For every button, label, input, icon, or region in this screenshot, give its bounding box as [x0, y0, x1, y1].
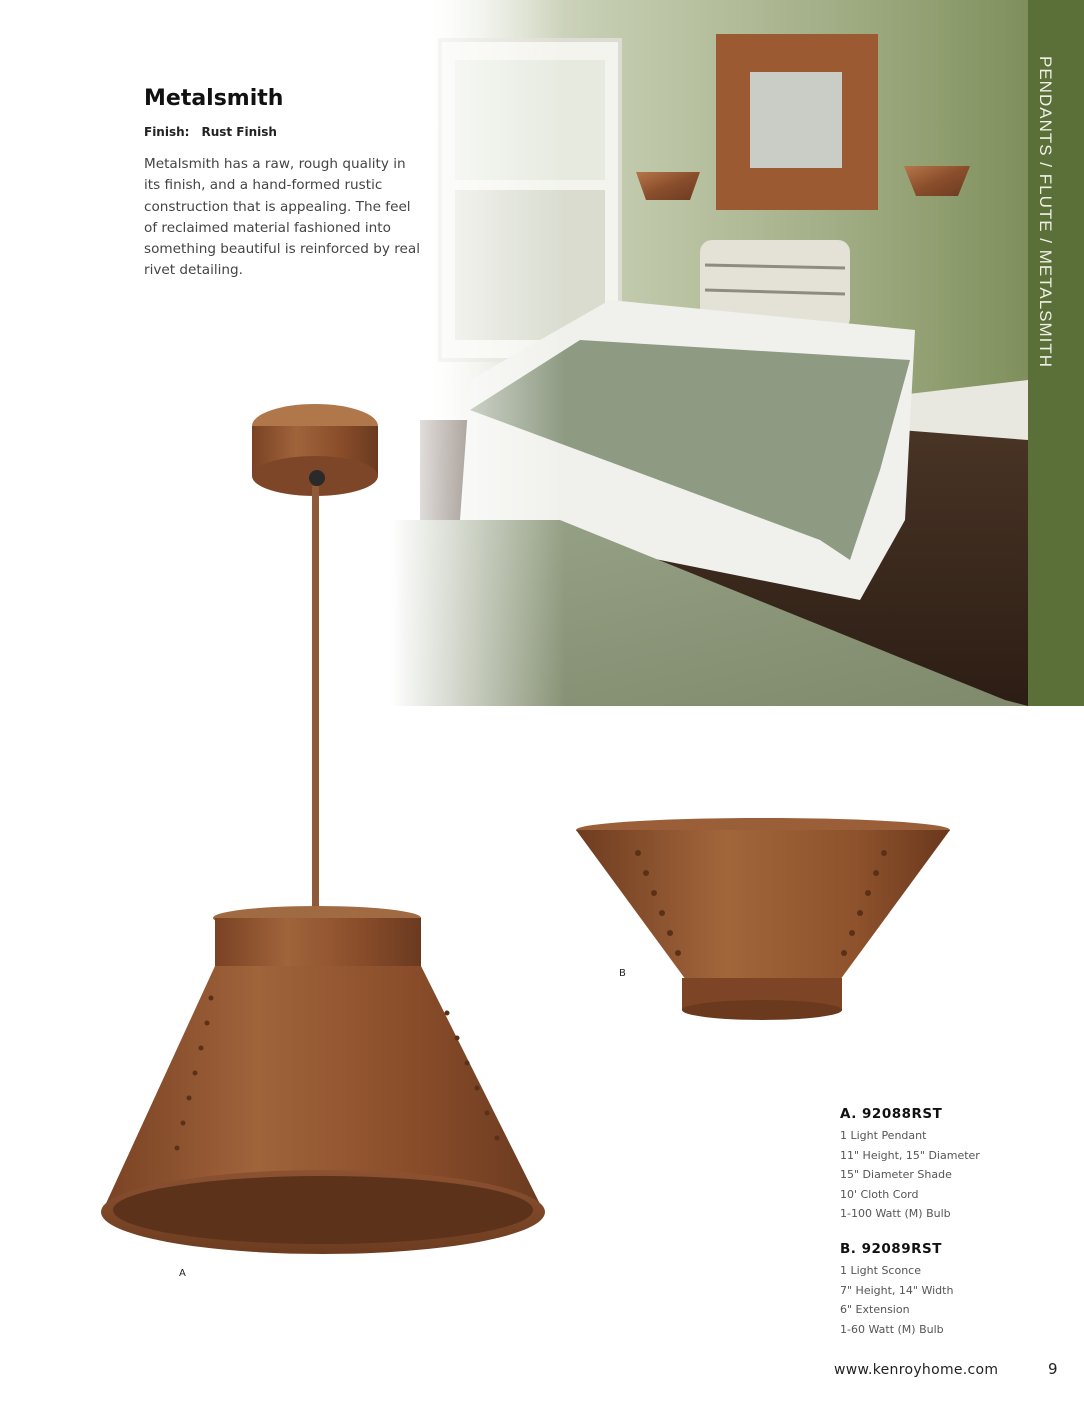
finish-value: Rust Finish — [201, 125, 277, 139]
spec-line: 1 Light Sconce — [840, 1264, 921, 1277]
finish-label: Finish: — [144, 125, 190, 139]
spec-line: 6" Extension — [840, 1303, 910, 1316]
spec-line: 10' Cloth Cord — [840, 1187, 919, 1201]
sconce-image — [574, 818, 952, 1022]
spec-line: 1-60 Watt (M) Bulb — [840, 1322, 944, 1336]
pendant-image — [95, 398, 545, 1258]
page-number: 9 — [1048, 1360, 1058, 1378]
section-label: PENDANTS / FLUTE / METALSMITH — [1036, 56, 1055, 369]
website-url[interactable]: www.kenroyhome.com — [834, 1362, 999, 1378]
spec-line: 7" Height, 14" Width — [840, 1283, 954, 1297]
spec-line: 1 Light Pendant — [840, 1129, 927, 1142]
product-description: Metalsmith has a raw, rough quality in its finish, and a hand-formed rustic construction that is appealing. The feel of reclaimed material fashioned into something beautiful is reinforced by real rivet detailing. — [144, 156, 420, 279]
spec-a-title: A. 92088RST — [840, 1106, 943, 1122]
product-label-b: B — [619, 968, 626, 979]
finish-line — [144, 125, 277, 139]
spec-line: 1-100 Watt (M) Bulb — [840, 1207, 951, 1220]
spec-line: 15" Diameter Shade — [840, 1168, 952, 1181]
spec-line: 11" Height, 15" Diameter — [840, 1148, 980, 1162]
product-title: Metalsmith — [144, 86, 284, 111]
spec-a — [840, 1106, 980, 1224]
spec-b-title: B. 92089RST — [840, 1241, 942, 1257]
product-label-a: A — [179, 1268, 186, 1279]
spec-b — [840, 1241, 953, 1339]
